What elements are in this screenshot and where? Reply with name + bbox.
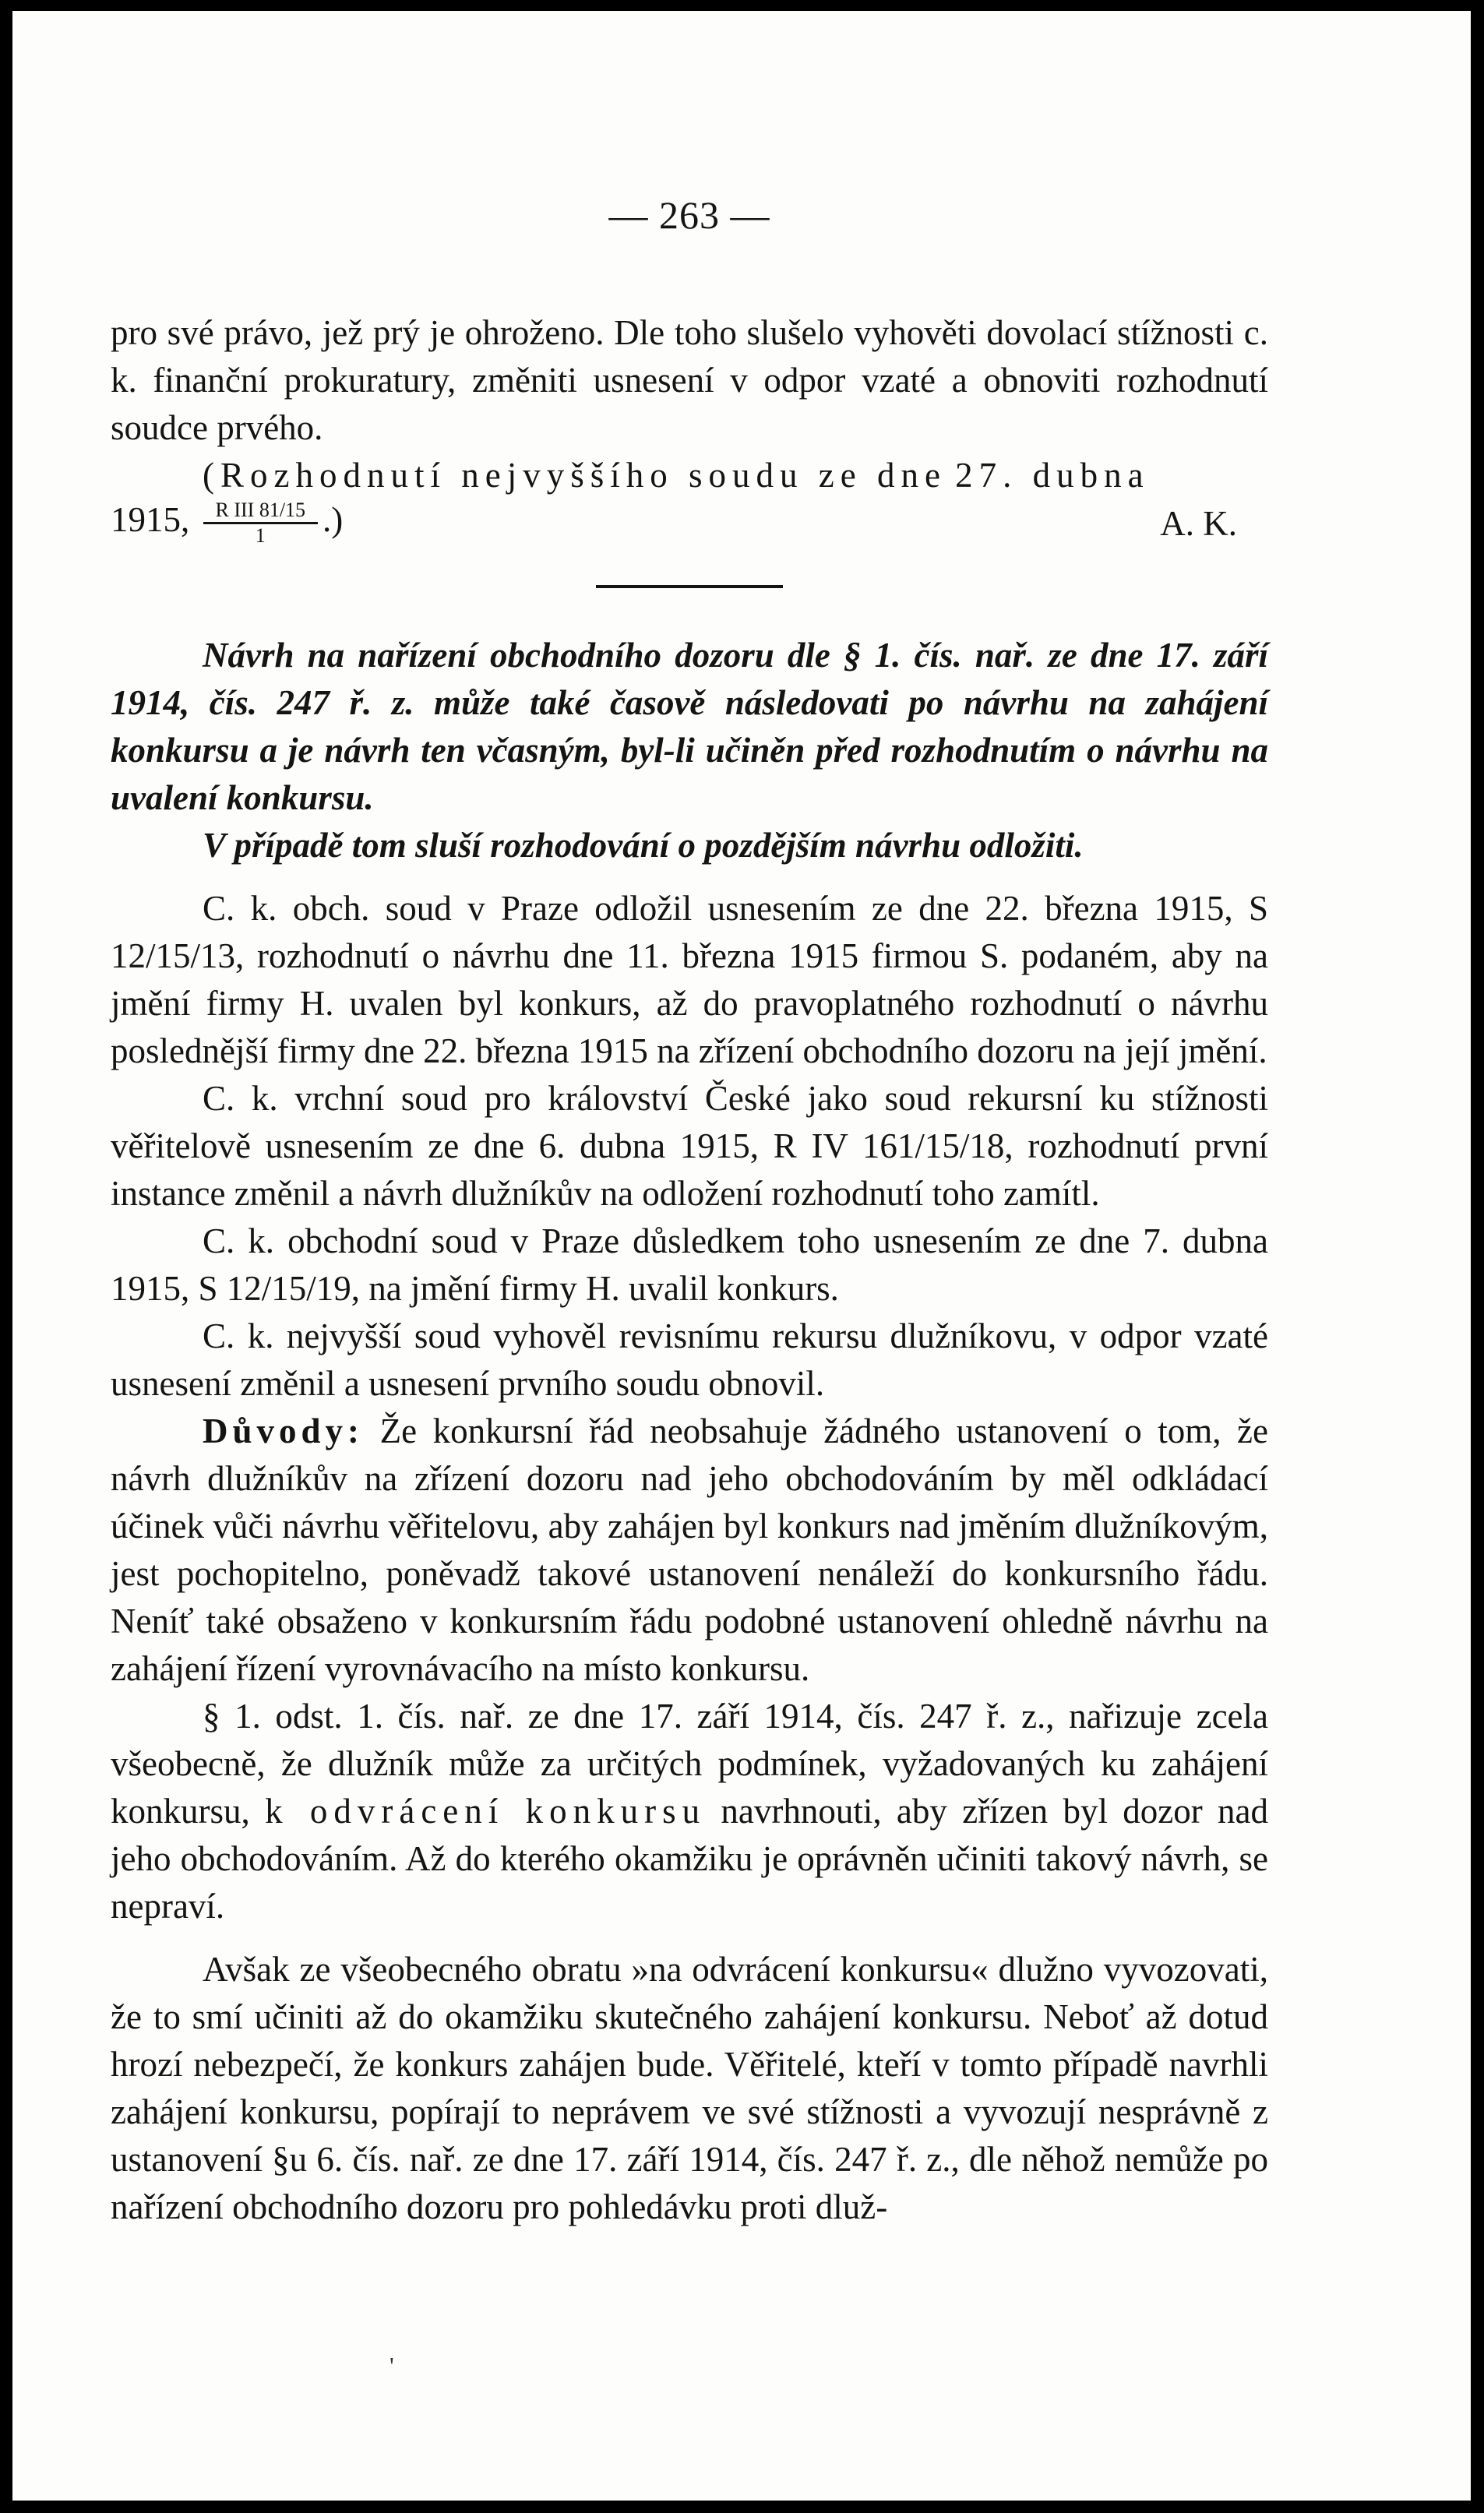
reasons-text: Že konkursní řád neobsahuje žádného ustanovení o tom, že návrh dlužníkův na zřízení dozoru nad jeho obchodováním by měl odkládací účinek vůči návrhu věřitelovu, aby zahájen byl konkurs nad jměním dlužníkovým, jest pochopitelno, poněvadž takové ustanovení nenáleží do konkursního řádu. Neníť také obsaženo v konkursním řádu podobné ustanovení ohledně návrhu na zahájení řízení vyrovnávacího na místo konkursu. xyxy=(111,1412,1269,1689)
intro-paragraph: pro své právo, jež prý je ohroženo. Dle toho slušelo vyhověti dovolací stížnosti c. k. finanční prokuratury, změniti usnesení v odpor vzaté a obnoviti rozhodnutí soudce prvého. xyxy=(111,313,1268,447)
reasons-heading: Důvody: xyxy=(203,1412,365,1451)
decision-label: (Rozhodnutí nejvyššího soudu ze dne xyxy=(203,456,946,495)
author-initials: A. K. xyxy=(1160,504,1237,544)
page-number: — 263 — xyxy=(608,193,770,237)
fraction-denominator: 1 xyxy=(255,524,266,548)
paragraph-section-one xyxy=(111,1693,1268,1930)
section-one-end: navrhnouti, aby zřízen byl dozor nad jeho obchodováním. Až do kterého okamžiku je oprávněn učiniti takový návrh, se nepraví. xyxy=(111,1792,1268,1926)
reference-fraction xyxy=(203,499,319,548)
paragraph-bankruptcy-opened: C. k. obchodní soud v Praze důsledkem toho usnesením ze dne 7. dubna 1915, S 12/15/19, na jmění firmy H. uvalil konkurs. xyxy=(111,1221,1268,1309)
reference-year: 1915, xyxy=(111,500,190,539)
section-one-spaced: k odvrácení konkursu xyxy=(265,1792,707,1831)
paragraph-high-court: C. k. vrchní soud pro království České jako soud rekursní ku stížnosti věřitelově usnesením ze dne 6. dubna 1915, R IV 161/15/18, rozhodnutí první instance změnil a návrh dlužníkův na odložení rozhodnutí toho zamítl. xyxy=(111,1079,1268,1214)
section-one-start: § 1. odst. 1. čís. nař. ze dne 17. září 1914, čís. 247 ř. z., nařizuje zcela všeobecně, že dlužník může za určitých podmínek, vyžadovaných ku zahájení konkursu, xyxy=(111,1697,1268,1831)
reference-citation xyxy=(111,496,343,548)
page-paper xyxy=(12,11,1471,2501)
paragraph-general-phrase: Avšak ze všeobecného obratu »na odvrácení konkursu« dlužno vyvozovati, že to smí učiniti až do okamžiku skutečného zahájení konkursu. Neboť až dotud hrozí nebezpečí, že konkurs zahájen bude. Věřitelé, kteří v tomto případě navrhli zahájení konkursu, popírají to neprávem ve své stížnosti a vyvozují nesprávně z ustanovení §u 6. čís. nař. ze dne 17. září 1914, čís. 247 ř. z., dle něhož nemůže po nařízení obchodního dozoru pro pohledávku proti dluž- xyxy=(111,1950,1268,2227)
summary-headnote-second: V případě tom sluší rozhodování o pozdějším návrhu odložiti. xyxy=(203,826,1084,865)
section-divider xyxy=(596,585,783,588)
decision-reference xyxy=(111,452,1268,499)
paragraph-commercial-court: C. k. obch. soud v Praze odložil usnesením ze dne 22. března 1915, S 12/15/13, rozhodnutí o návrhu dne 11. března 1915 firmou S. podaném, aby na jmění firmy H. uvalen byl konkurs, až do pravoplatného rozhodnutí o návrhu poslednější firmy dne 22. března 1915 na zřízení obchodního dozoru na její jmění. xyxy=(111,889,1268,1071)
spacer xyxy=(111,1930,1268,1946)
page-content xyxy=(111,192,1268,2231)
spacer xyxy=(111,869,1268,885)
summary-headnote: Návrh na nařízení obchodního dozoru dle § 1. čís. nař. ze dne 17. září 1914, čís. 247 ř. z. může také časově následovati po návrhu na zahájení konkursu a je návrh ten včasným, byl-li učiněn před rozhodnutím o návrhu na uvalení konkursu. xyxy=(111,636,1268,818)
paragraph-supreme-court: C. k. nejvyšší soud vyhověl revisnímu rekursu dlužníkovu, v odpor vzaté usnesení změnil a usnesení prvního soudu obnovil. xyxy=(111,1316,1268,1404)
legal-summary xyxy=(111,632,1268,869)
scan-mark: ' xyxy=(390,2352,394,2380)
reference-close: .) xyxy=(323,500,344,539)
fraction-numerator: R III 81/15 xyxy=(203,499,319,524)
decision-date: 27. dubna xyxy=(955,456,1150,495)
reference-row xyxy=(111,496,1268,548)
paragraph-reasons xyxy=(111,1408,1268,1693)
